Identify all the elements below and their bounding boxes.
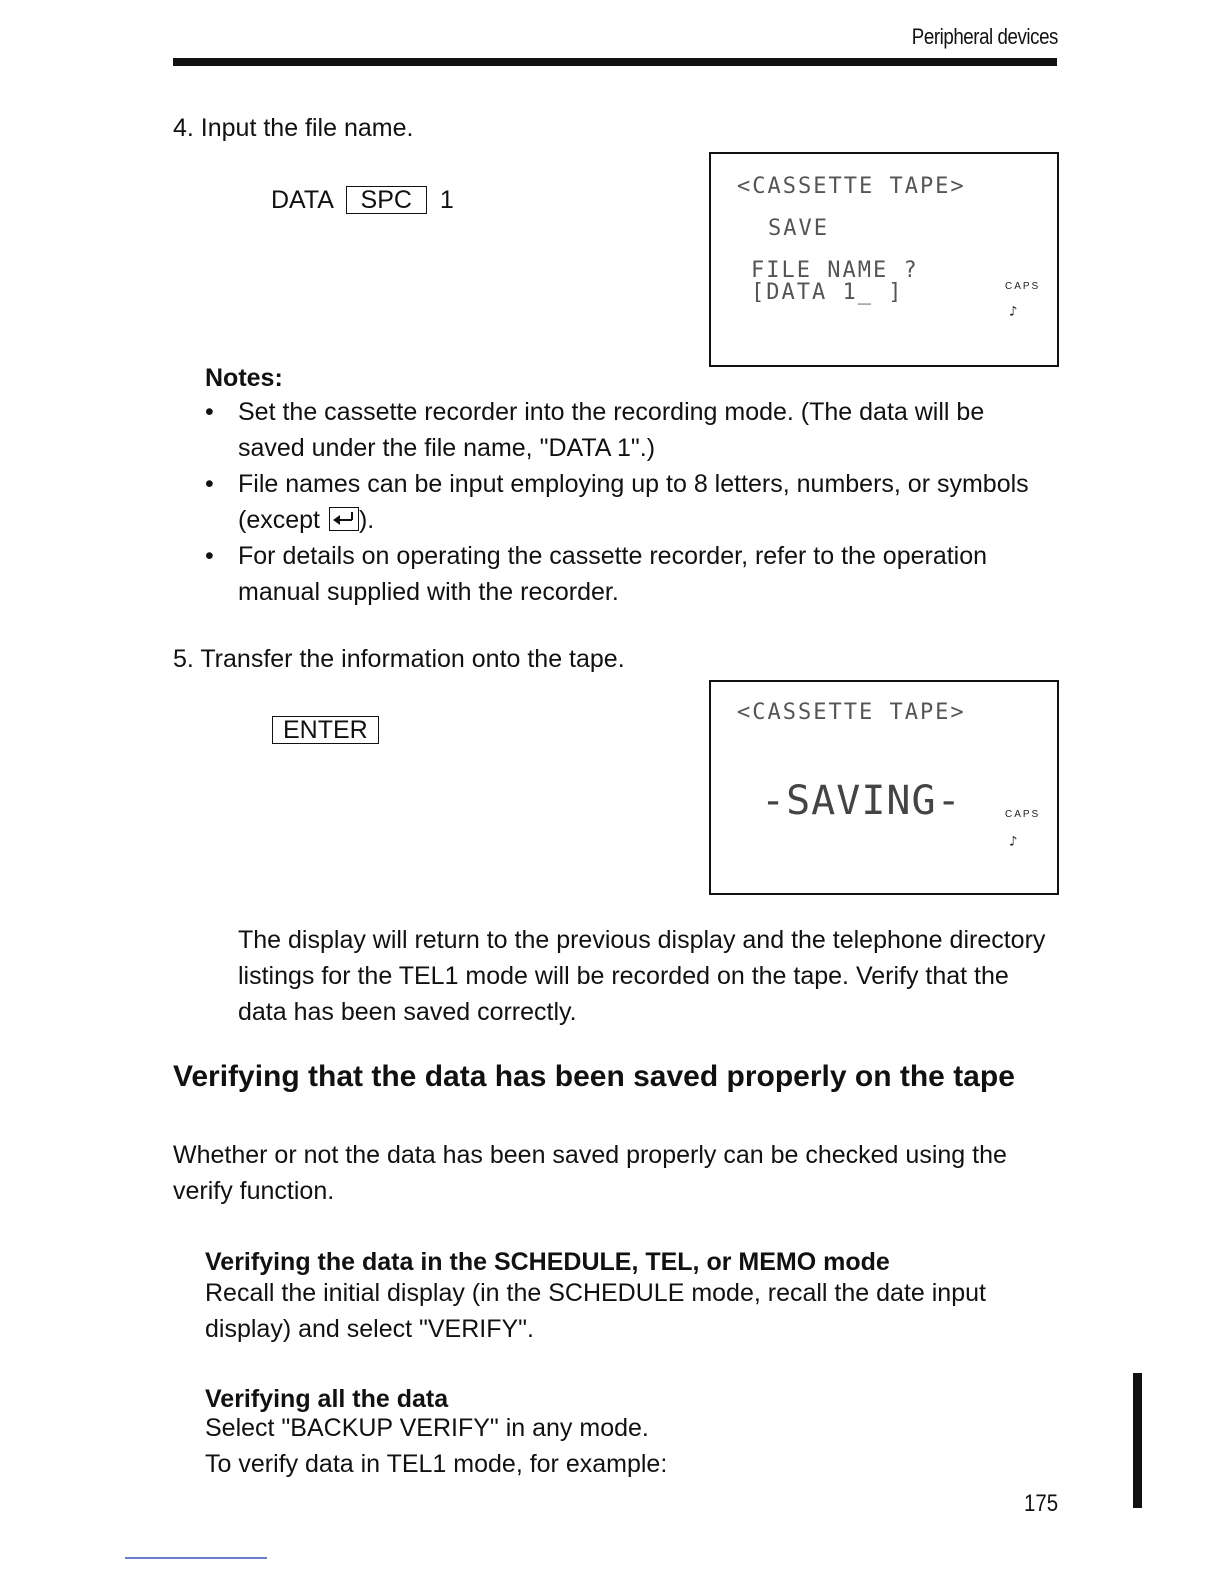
lcd-line-title: <CASSETTE TAPE> — [737, 700, 966, 725]
bullet-icon: • — [205, 470, 214, 498]
bullet-icon: • — [205, 398, 214, 426]
key-sequence-prefix: DATA — [271, 186, 333, 214]
lcd-display-save-filename — [709, 152, 1059, 367]
step-5-result-text: The display will return to the previous display and the telephone directory listings for the TEL1 mode will be recorded on the tape. Verify that the data has been saved correctly. — [238, 926, 1046, 1026]
note-item — [205, 538, 1057, 610]
note-text: File names can be input employing up to 8 letters, numbers, or symbols (except — [238, 470, 1029, 534]
lcd-line-input: [DATA 1_ ] — [751, 280, 904, 305]
caps-indicator: CAPS — [1005, 809, 1041, 820]
note-text-end: ). — [358, 506, 375, 534]
sound-indicator-icon: ♪ — [1009, 304, 1018, 320]
lcd-display-saving — [709, 680, 1059, 895]
note-text: For details on operating the cassette recorder, refer to the operation manual supplied with the recorder. — [238, 542, 988, 606]
note-item — [205, 466, 1057, 538]
page-number: 175 — [1023, 1490, 1058, 1517]
step-5-instruction: 5. Transfer the information onto the tape. — [173, 645, 625, 673]
step-4-key-sequence — [271, 182, 454, 218]
notes-title: Notes: — [205, 364, 283, 392]
subsection-heading-mode: Verifying the data in the SCHEDULE, TEL, or MEMO mode — [205, 1248, 890, 1276]
section-intro: Whether or not the data has been saved properly can be checked using the verify function. — [173, 1141, 1007, 1205]
section-heading: Verifying that the data has been saved properly on the tape — [173, 1060, 1015, 1093]
key-sequence-suffix: 1 — [439, 186, 454, 214]
lcd-line-prompt: FILE NAME ? — [751, 258, 919, 283]
running-header: Peripheral devices — [911, 24, 1058, 49]
step-4-instruction: 4. Input the file name. — [173, 114, 414, 142]
lcd-line-title: <CASSETTE TAPE> — [737, 174, 966, 199]
lcd-line-status: -SAVING- — [761, 778, 962, 824]
edge-tab-marker — [1133, 1373, 1142, 1508]
lcd-line-mode: SAVE — [768, 216, 829, 241]
step-5-key-sequence — [272, 712, 385, 748]
subsection-heading-all: Verifying all the data — [205, 1385, 449, 1413]
footer-line — [125, 1557, 267, 1559]
bullet-icon: • — [205, 542, 214, 570]
notes-list — [205, 394, 1057, 610]
subsection-text-all-2: To verify data in TEL1 mode, for example: — [205, 1450, 668, 1478]
enter-key-icon — [329, 507, 359, 531]
enter-key: ENTER — [272, 716, 379, 744]
subsection-text-mode: Recall the initial display (in the SCHEDULE mode, recall the date input display) and select "VERIFY". — [205, 1279, 986, 1343]
note-item — [205, 394, 1057, 466]
note-text: Set the cassette recorder into the recording mode. (The data will be saved under the file name, "DATA 1".) — [238, 398, 985, 462]
subsection-text-all-1: Select "BACKUP VERIFY" in any mode. — [205, 1414, 649, 1442]
sound-indicator-icon: ♪ — [1009, 834, 1018, 850]
caps-indicator: CAPS — [1005, 281, 1041, 292]
header-rule — [173, 58, 1057, 66]
spc-key: SPC — [346, 186, 427, 214]
